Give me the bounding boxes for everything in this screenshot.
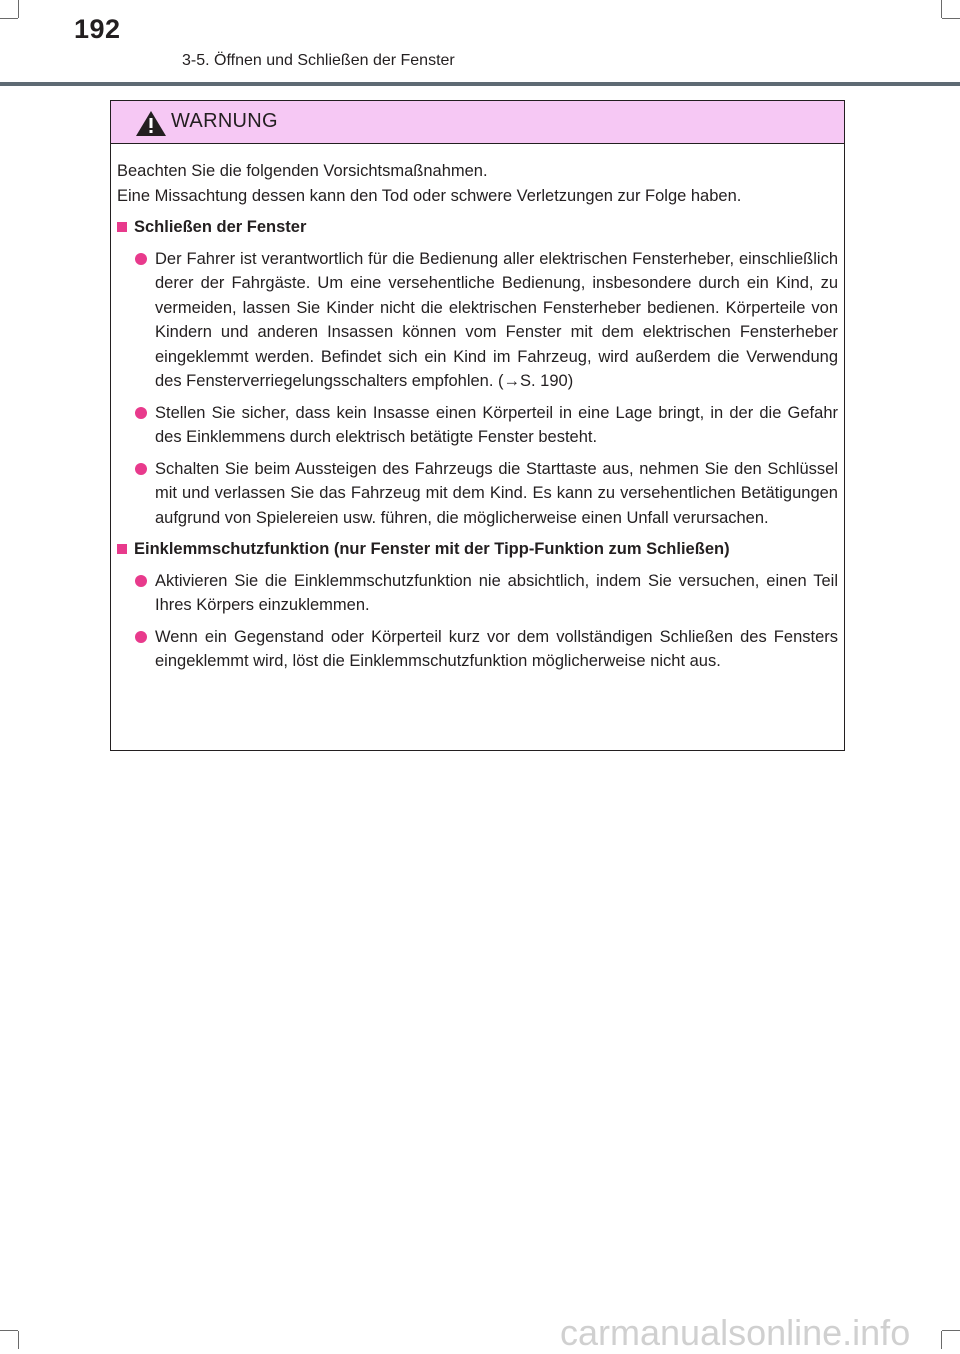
- warning-item: [117, 247, 838, 394]
- warning-header: [111, 101, 844, 144]
- crop-mark: [942, 1330, 960, 1331]
- round-bullet-icon: [135, 575, 147, 587]
- warning-item: [117, 625, 838, 674]
- page-number: 192: [74, 14, 121, 44]
- warning-section: [117, 215, 838, 530]
- warning-intro: [117, 159, 838, 208]
- watermark: carmanualsonline.info: [560, 1312, 911, 1353]
- warning-item-text: Der Fahrer ist verantwortlich für die Bedienung aller elektrischen Fensterheber, einschließlich derer der Fahrgäste. Um eine versehentliche Bedienung, insbesondere durch ein Kind, zu vermeiden, lassen Sie Kinder nicht die elektrischen Fensterheber bedienen. Körperteile von Kindern und anderen Insassen können vom Fenster mit dem elektrischen Fensterheber eingeklemmt werden. Befindet sich ein Kind im Fahrzeug, wird außerdem die Verwendung des Fensterverriegelungsschalters empfohlen. (→S. 190): [155, 249, 838, 390]
- square-bullet-icon: [117, 544, 127, 554]
- warning-item: [117, 401, 838, 450]
- warning-box: [110, 100, 845, 751]
- warning-title: WARNUNG: [171, 110, 278, 132]
- warning-item: [117, 569, 838, 618]
- section-title: 3-5. Öffnen und Schließen der Fenster: [182, 52, 455, 69]
- crop-mark: [18, 0, 19, 18]
- round-bullet-icon: [135, 407, 147, 419]
- section-heading: [117, 537, 838, 562]
- warning-item-text: Wenn ein Gegenstand oder Körperteil kurz vor dem vollständigen Schließen des Fensters eingeklemmt wird, löst die Einklemmschutzfunktion möglicherweise nicht aus.: [155, 627, 838, 670]
- section-heading-text: Schließen der Fenster: [134, 218, 307, 236]
- header-divider: [0, 82, 960, 86]
- intro-line: Beachten Sie die folgenden Vorsichtsmaßnahmen.: [117, 162, 488, 180]
- warning-item-text: Schalten Sie beim Aussteigen des Fahrzeugs die Starttaste aus, nehmen Sie den Schlüssel mit und verlassen Sie das Fahrzeug mit dem Kind. Es kann zu versehentlichen Betätigungen aufgrund von Spielereien usw. führen, die möglicherweise einen Unfall verursachen.: [155, 459, 838, 527]
- warning-body: [117, 159, 838, 674]
- round-bullet-icon: [135, 463, 147, 475]
- round-bullet-icon: [135, 253, 147, 265]
- section-heading: [117, 215, 838, 240]
- warning-triangle-icon: [135, 110, 167, 137]
- square-bullet-icon: [117, 222, 127, 232]
- crop-mark: [0, 18, 18, 19]
- crop-mark: [0, 1330, 18, 1331]
- crop-mark: [941, 1331, 942, 1349]
- round-bullet-icon: [135, 631, 147, 643]
- intro-line: Eine Missachtung dessen kann den Tod oder schwere Verletzungen zur Folge haben.: [117, 186, 742, 205]
- warning-item-text: Aktivieren Sie die Einklemmschutzfunktion nie absichtlich, indem Sie versuchen, einen Teil Ihres Körpers einzuklemmen.: [155, 571, 838, 614]
- warning-item: [117, 457, 838, 531]
- warning-section: [117, 537, 838, 674]
- section-heading-text: Einklemmschutzfunktion (nur Fenster mit der Tipp-Funktion zum Schließen): [134, 540, 730, 558]
- warning-item-text: Stellen Sie sicher, dass kein Insasse einen Körperteil in eine Lage bringt, in der die Gefahr des Einklemmens durch elektrisch betätigte Fenster besteht.: [155, 403, 838, 446]
- crop-mark: [941, 0, 942, 18]
- crop-mark: [942, 18, 960, 19]
- crop-mark: [18, 1331, 19, 1349]
